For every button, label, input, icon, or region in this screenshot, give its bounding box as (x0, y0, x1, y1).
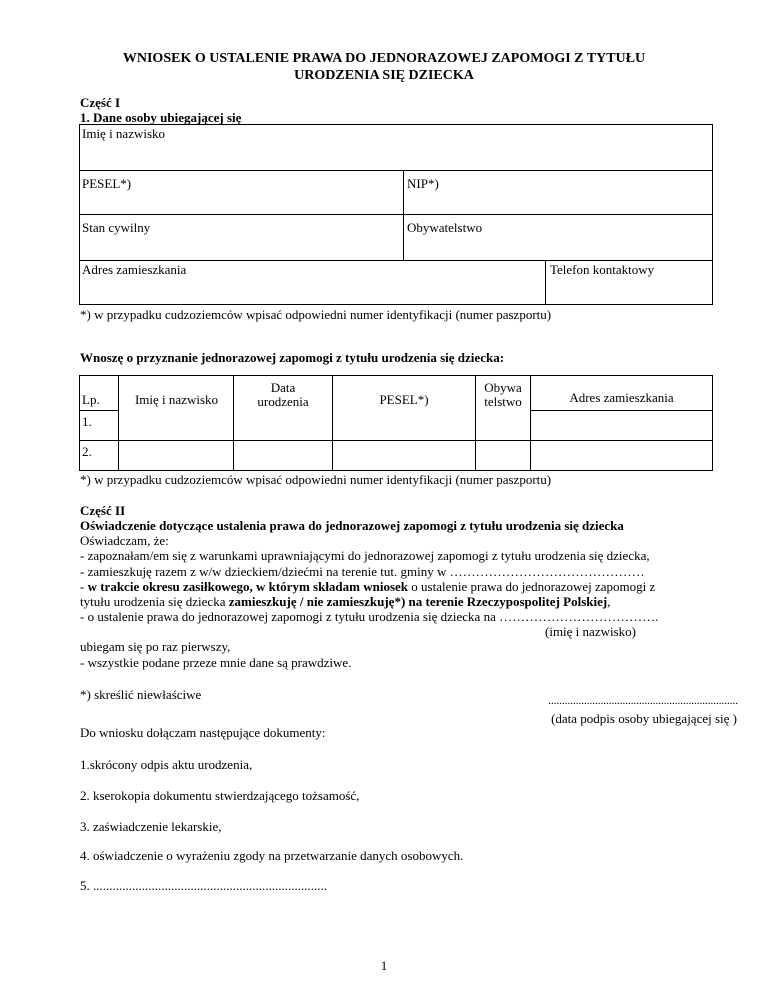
address-label: Adres zamieszkania (82, 262, 187, 277)
part1-footnote: *) w przypadku cudzoziemców wpisać odpowiedni numer identyfikacji (numer paszportu) (80, 307, 552, 322)
statement-item-3-comma: , (607, 594, 611, 609)
title-line-1: WNIOSEK O USTALENIE PRAWA DO JEDNORAZOWEJ ZAPOMOGI Z TYTUŁU (122, 51, 646, 66)
nip-label: NIP*) (407, 176, 439, 191)
child-2-name-field[interactable] (119, 441, 233, 470)
col-header-birth-date-line2: urodzenia (257, 394, 309, 409)
phone-label: Telefon kontaktowy (550, 262, 655, 277)
child-1-name-field[interactable] (119, 411, 233, 440)
attachment-item-5[interactable]: 5. ........................................................................ (80, 878, 327, 893)
col-header-birth-date-line1: Data (270, 380, 296, 395)
statement-item-1: - zapoznałam/em się z warunkami uprawniającymi do jednorazowej zapomogi z tytułu urodzenia się dziecka, (80, 548, 650, 563)
request-text: Wnoszę o przyznanie jednorazowej zapomogi z tytułu urodzenia się dziecka: (80, 350, 505, 365)
part1-heading: Część I (80, 95, 121, 110)
phone-field[interactable] (546, 261, 712, 304)
strike-note: *) skreślić niewłaściwe (80, 687, 202, 702)
attachment-item-3: 3. zaświadczenie lekarskie, (80, 819, 222, 834)
statement-item-4: - o ustalenie prawa do jednorazowej zapomogi z tytułu urodzenia się dziecka na ………………………………. (80, 609, 659, 624)
attachment-item-2: 2. kserokopia dokumentu stwierdzającego tożsamość, (80, 788, 360, 803)
child-1-citizenship-field[interactable] (476, 411, 530, 440)
child-2-birth-date-field[interactable] (234, 441, 332, 470)
statement-item-3-bold: w trakcie okresu zasiłkowego, w którym składam wniosek (87, 579, 409, 594)
child-2-pesel-field[interactable] (333, 441, 475, 470)
citizenship-label: Obywatelstwo (407, 220, 483, 235)
child-row-2-lp: 2. (82, 444, 92, 459)
child-1-birth-date-field[interactable] (234, 411, 332, 440)
child-2-citizenship-field[interactable] (476, 441, 530, 470)
attachments-heading: Do wniosku dołączam następujące dokumenty: (80, 725, 326, 740)
col-header-citizenship (476, 381, 530, 409)
statement-item-2: - zamieszkuję razem z w/w dzieckiem/dziećmi na terenie tut. gminy w ……………………………………… (80, 564, 645, 579)
citizenship-field[interactable] (404, 215, 712, 260)
col-header-pesel: PESEL*) (379, 392, 429, 407)
part1-subheading: 1. Dane osoby ubiegającej się (80, 110, 242, 125)
applicant-name-field[interactable] (80, 125, 712, 171)
residence-choice[interactable]: zamieszkuję / nie zamieszkuję*) na terenie Rzeczypospolitej Polskiej (228, 594, 608, 609)
signature-caption: (data podpis osoby ubiegającej się ) (551, 711, 737, 726)
statement-item-3-prefix: tytułu urodzenia się dziecka (80, 594, 229, 609)
attachment-item-4: 4. oświadczenie o wyrażeniu zgody na przetwarzanie danych osobowych. (80, 848, 464, 863)
statement-item-3-rest: o ustalenie prawa do jednorazowej zapomogi z (408, 579, 656, 594)
nip-field[interactable] (404, 170, 712, 214)
part2-heading: Część II (80, 503, 126, 518)
civil-status-field[interactable] (80, 215, 404, 260)
address-field[interactable] (80, 261, 546, 304)
statement-item-3-line1 (80, 579, 750, 595)
col-header-citizenship-line1: Obywa (484, 380, 522, 395)
statement-item-5: ubiegam się po raz pierwszy, (80, 639, 231, 654)
request-footnote: *) w przypadku cudzoziemców wpisać odpowiedni numer identyfikacji (numer paszportu) (80, 472, 552, 487)
pesel-field[interactable] (80, 170, 404, 214)
col-header-citizenship-line2: telstwo (484, 394, 522, 409)
col-header-birth-date (234, 381, 332, 409)
civil-status-label: Stan cywilny (82, 220, 151, 235)
col-header-lp: Lp. (82, 392, 100, 407)
statement-item-3-line2 (80, 594, 750, 610)
child-name-hint: (imię i nazwisko) (545, 624, 636, 639)
signature-dots[interactable]: ..................................................................... (548, 695, 738, 707)
col-header-address: Adres zamieszkania (569, 390, 674, 405)
pesel-label: PESEL*) (82, 176, 132, 191)
children-table (79, 375, 713, 471)
child-2-address-field[interactable] (531, 441, 712, 470)
applicant-status-row (80, 215, 712, 261)
part2-subheading: Oświadczenie dotyczące ustalenia prawa do jednorazowej zapomogi z tytułu urodzenia się dziecka (80, 518, 624, 533)
statement-item-6: - wszystkie podane przeze mnie dane są prawdziwe. (80, 655, 352, 670)
part2-intro: Oświadczam, że: (80, 533, 169, 548)
col-header-name: Imię i nazwisko (134, 392, 219, 407)
document-title (0, 50, 768, 84)
child-1-pesel-field[interactable] (333, 411, 475, 440)
child-1-address-field[interactable] (531, 411, 712, 440)
statement-item-3-dash: - (80, 579, 88, 594)
title-line-2: URODZENIA SIĘ DZIECKA (294, 68, 474, 83)
page-number: 1 (380, 958, 388, 973)
child-row-1-lp: 1. (82, 414, 92, 429)
applicant-data-table (79, 124, 713, 305)
applicant-name-label: Imię i nazwisko (82, 126, 166, 141)
applicant-id-row (80, 170, 712, 215)
attachment-item-1: 1.skrócony odpis aktu urodzenia, (80, 757, 253, 772)
applicant-address-row (80, 261, 712, 304)
